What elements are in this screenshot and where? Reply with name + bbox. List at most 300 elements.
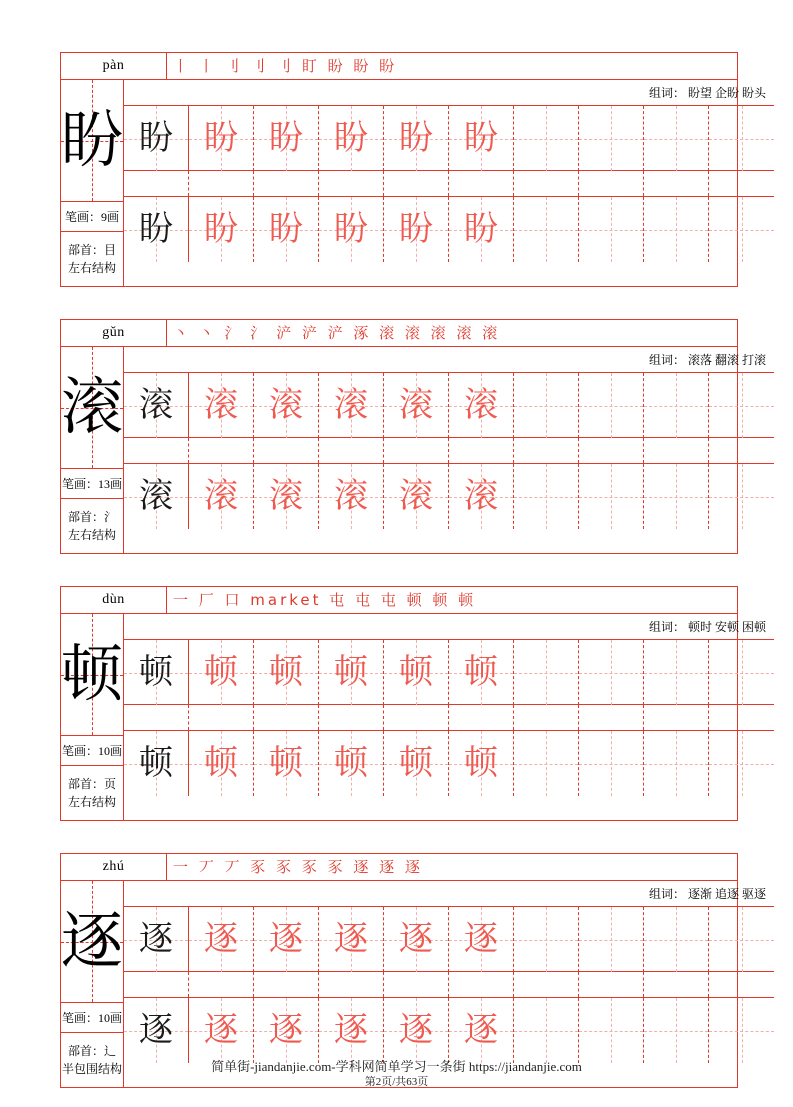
- practice-cell[interactable]: [644, 640, 709, 705]
- practice-cell[interactable]: [189, 731, 254, 796]
- character-block: [60, 586, 767, 821]
- practice-cell[interactable]: [254, 640, 319, 705]
- practice-cell[interactable]: [579, 998, 644, 1063]
- practice-cell[interactable]: [579, 640, 644, 705]
- tracing-character: 逐: [464, 920, 499, 958]
- cell-guide-horizontal: [579, 139, 643, 140]
- tracing-character: 滚: [334, 477, 369, 515]
- practice-cell[interactable]: [449, 907, 514, 972]
- pinyin-cell: dùn: [61, 587, 167, 613]
- cell-guide-horizontal: [579, 497, 643, 498]
- tracing-character: 逐: [204, 920, 239, 958]
- practice-cell[interactable]: [514, 373, 579, 438]
- cell-guide-horizontal: [644, 673, 708, 674]
- stroke-sequence-cell: [167, 587, 737, 613]
- cell-guide-horizontal: [579, 1031, 643, 1032]
- structure-label: 左右结构: [68, 795, 117, 809]
- tracing-character: 顿: [204, 744, 239, 782]
- block-body: [61, 347, 767, 553]
- practice-cell[interactable]: [449, 464, 514, 529]
- cell-guide-vertical: [611, 197, 612, 262]
- blank-band-cell: [189, 171, 254, 196]
- practice-cell[interactable]: [319, 640, 384, 705]
- model-character: 逐: [139, 920, 174, 958]
- practice-cell[interactable]: [514, 998, 579, 1063]
- cell-guide-horizontal: [514, 764, 578, 765]
- practice-cell[interactable]: [124, 197, 189, 262]
- tracing-character: 顿: [464, 744, 499, 782]
- stroke-sequence-text: 丶 丶 氵 氵 浐 浐 浐 涿 滚 滚 滚 滚 滚: [173, 323, 501, 342]
- character-info-column: [61, 614, 124, 820]
- practice-cell[interactable]: [189, 197, 254, 262]
- practice-grid-column: [124, 347, 774, 553]
- practice-cell[interactable]: [254, 197, 319, 262]
- blank-band-cell: [579, 705, 644, 730]
- practice-cell[interactable]: [709, 373, 774, 438]
- cell-guide-vertical: [611, 731, 612, 796]
- practice-cell[interactable]: [709, 106, 774, 171]
- tracing-character: 滚: [204, 386, 239, 424]
- cell-guide-vertical: [611, 373, 612, 438]
- large-character: 盼: [61, 106, 124, 175]
- large-character-cell: [61, 881, 123, 1003]
- blank-band-cell: [514, 705, 579, 730]
- practice-row: [124, 731, 774, 796]
- cell-guide-vertical: [546, 640, 547, 705]
- blank-band-cell: [319, 705, 384, 730]
- tracing-character: 盼: [204, 119, 239, 157]
- practice-cell[interactable]: [384, 731, 449, 796]
- blank-band-cell: [709, 171, 774, 196]
- block-body: [61, 614, 767, 820]
- blank-band-cell: [319, 972, 384, 997]
- tracing-character: 顿: [399, 744, 434, 782]
- tracing-character: 盼: [269, 210, 304, 248]
- tracing-character: 滚: [399, 477, 434, 515]
- cell-guide-horizontal: [709, 497, 774, 498]
- blank-band-cell: [254, 171, 319, 196]
- cell-guide-vertical: [611, 998, 612, 1063]
- practice-cell[interactable]: [319, 106, 384, 171]
- tracing-character: 逐: [399, 920, 434, 958]
- practice-cell[interactable]: [124, 373, 189, 438]
- cell-guide-horizontal: [579, 230, 643, 231]
- practice-cell[interactable]: [514, 197, 579, 262]
- cell-guide-vertical: [676, 464, 677, 529]
- words-row: [124, 614, 774, 640]
- model-character: 盼: [139, 210, 174, 248]
- cell-guide-horizontal: [514, 406, 578, 407]
- stroke-count-label: 笔画：10画: [61, 1003, 123, 1033]
- stroke-count-label: 笔画：13画: [61, 469, 123, 499]
- practice-cell[interactable]: [709, 731, 774, 796]
- blank-band-cell: [384, 438, 449, 463]
- practice-cell[interactable]: [709, 640, 774, 705]
- cell-guide-horizontal: [514, 139, 578, 140]
- blank-band-cell: [709, 705, 774, 730]
- cell-guide-horizontal: [514, 230, 578, 231]
- cell-guide-vertical: [676, 373, 677, 438]
- practice-cell[interactable]: [514, 907, 579, 972]
- blank-band-cell: [124, 438, 189, 463]
- cell-guide-vertical: [742, 907, 743, 972]
- practice-cell[interactable]: [644, 106, 709, 171]
- stroke-count-label: 笔画：9画: [61, 202, 123, 232]
- words-label: 组词： 滚落 翻滚 打滚: [649, 353, 767, 367]
- cell-guide-vertical: [742, 106, 743, 171]
- practice-cell[interactable]: [189, 907, 254, 972]
- blank-band-cell: [514, 171, 579, 196]
- words-row: [124, 347, 774, 373]
- character-block: [60, 853, 767, 1088]
- practice-cell[interactable]: [124, 640, 189, 705]
- large-character-cell: [61, 347, 123, 469]
- cell-guide-vertical: [611, 106, 612, 171]
- cell-guide-vertical: [611, 464, 612, 529]
- practice-cell[interactable]: [254, 373, 319, 438]
- practice-cell[interactable]: [514, 731, 579, 796]
- cell-guide-vertical: [546, 907, 547, 972]
- tracing-character: 顿: [464, 653, 499, 691]
- practice-cell[interactable]: [189, 373, 254, 438]
- practice-cell[interactable]: [644, 907, 709, 972]
- tracing-character: 顿: [399, 653, 434, 691]
- practice-cell[interactable]: [644, 998, 709, 1063]
- blank-band-row: [124, 705, 774, 731]
- practice-cell[interactable]: [709, 907, 774, 972]
- blank-band-cell: [189, 705, 254, 730]
- blank-band-cell: [514, 438, 579, 463]
- cell-guide-horizontal: [709, 1031, 774, 1032]
- tracing-character: 盼: [334, 210, 369, 248]
- practice-cell[interactable]: [449, 731, 514, 796]
- pinyin-cell: zhú: [61, 854, 167, 880]
- blank-band-cell: [709, 438, 774, 463]
- blank-band-cell: [579, 972, 644, 997]
- cell-guide-vertical: [742, 731, 743, 796]
- practice-row: [124, 373, 774, 438]
- practice-cell[interactable]: [384, 998, 449, 1063]
- cell-guide-horizontal: [709, 673, 774, 674]
- tracing-character: 盼: [204, 210, 239, 248]
- practice-cell[interactable]: [644, 464, 709, 529]
- character-info-column: [61, 347, 124, 553]
- cell-guide-horizontal: [514, 497, 578, 498]
- practice-cell[interactable]: [124, 464, 189, 529]
- tracing-character: 顿: [334, 744, 369, 782]
- cell-guide-horizontal: [644, 1031, 708, 1032]
- practice-row: [124, 106, 774, 171]
- tracing-character: 滚: [464, 477, 499, 515]
- tracing-character: 顿: [269, 744, 304, 782]
- practice-cell[interactable]: [319, 197, 384, 262]
- practice-cell[interactable]: [579, 197, 644, 262]
- practice-cell[interactable]: [579, 106, 644, 171]
- practice-cell[interactable]: [384, 464, 449, 529]
- character-block: [60, 52, 767, 287]
- cell-guide-vertical: [676, 731, 677, 796]
- radical-label: 部首：目: [68, 243, 117, 257]
- page-footer: [0, 1056, 793, 1089]
- blank-band-cell: [579, 171, 644, 196]
- cell-guide-vertical: [742, 197, 743, 262]
- radical-label: 部首：辶: [68, 1044, 117, 1058]
- character-info-column: [61, 80, 124, 286]
- stroke-count-label: 笔画：10画: [61, 736, 123, 766]
- tracing-character: 盼: [269, 119, 304, 157]
- blank-band-cell: [254, 438, 319, 463]
- cell-guide-vertical: [742, 640, 743, 705]
- blank-band-row: [124, 171, 774, 197]
- practice-row: [124, 197, 774, 262]
- practice-cell[interactable]: [449, 106, 514, 171]
- blank-band-cell: [124, 705, 189, 730]
- cell-guide-horizontal: [709, 230, 774, 231]
- practice-cell[interactable]: [449, 998, 514, 1063]
- cell-guide-horizontal: [644, 139, 708, 140]
- model-character: 顿: [139, 653, 174, 691]
- stroke-order-row: [61, 53, 737, 80]
- cell-guide-horizontal: [644, 497, 708, 498]
- practice-cell[interactable]: [384, 106, 449, 171]
- practice-row: [124, 907, 774, 972]
- blank-band-cell: [709, 972, 774, 997]
- cell-guide-horizontal: [709, 940, 774, 941]
- large-character: 滚: [61, 373, 124, 442]
- tracing-character: 滚: [204, 477, 239, 515]
- practice-cell[interactable]: [319, 464, 384, 529]
- practice-cell[interactable]: [709, 464, 774, 529]
- cell-guide-horizontal: [644, 764, 708, 765]
- cell-guide-horizontal: [709, 406, 774, 407]
- cell-guide-horizontal: [709, 139, 774, 140]
- tracing-character: 逐: [269, 920, 304, 958]
- radical-label: 部首：氵: [68, 510, 117, 524]
- tracing-character: 逐: [334, 920, 369, 958]
- blank-band-cell: [579, 438, 644, 463]
- cell-guide-horizontal: [579, 940, 643, 941]
- words-label: 组词： 逐渐 追逐 驱逐: [649, 887, 767, 901]
- blank-band-cell: [644, 705, 709, 730]
- practice-grid-column: [124, 614, 774, 820]
- practice-cell[interactable]: [124, 106, 189, 171]
- blank-band-cell: [644, 438, 709, 463]
- practice-row: [124, 464, 774, 529]
- practice-cell[interactable]: [319, 731, 384, 796]
- cell-guide-vertical: [611, 907, 612, 972]
- practice-cell[interactable]: [254, 106, 319, 171]
- model-character: 逐: [139, 1011, 174, 1049]
- blank-band-row: [124, 438, 774, 464]
- practice-cell[interactable]: [384, 907, 449, 972]
- cell-guide-vertical: [676, 907, 677, 972]
- model-character: 滚: [139, 477, 174, 515]
- pinyin-cell: gǔn: [61, 320, 167, 346]
- cell-guide-vertical: [676, 640, 677, 705]
- tracing-character: 顿: [204, 653, 239, 691]
- blank-band-cell: [124, 171, 189, 196]
- cell-guide-horizontal: [709, 764, 774, 765]
- practice-cell[interactable]: [644, 373, 709, 438]
- tracing-character: 逐: [269, 1011, 304, 1049]
- cell-guide-horizontal: [644, 940, 708, 941]
- practice-cell[interactable]: [124, 998, 189, 1063]
- blank-band-cell: [449, 705, 514, 730]
- practice-cell[interactable]: [189, 998, 254, 1063]
- cell-guide-vertical: [676, 197, 677, 262]
- cell-guide-vertical: [546, 998, 547, 1063]
- stroke-order-row: [61, 320, 737, 347]
- large-character: 顿: [61, 640, 124, 709]
- large-character-cell: [61, 614, 123, 736]
- cell-guide-vertical: [546, 373, 547, 438]
- stroke-sequence-text: 一 丆 丆 豕 豕 豕 豕 逐 逐 逐: [173, 857, 423, 876]
- cell-guide-vertical: [742, 464, 743, 529]
- blank-band-cell: [384, 972, 449, 997]
- tracing-character: 顿: [334, 653, 369, 691]
- cell-guide-vertical: [546, 464, 547, 529]
- page-number: 第2页/共63页: [364, 1076, 429, 1088]
- cell-guide-horizontal: [644, 230, 708, 231]
- blank-band-cell: [319, 171, 384, 196]
- blank-band-cell: [644, 972, 709, 997]
- blank-band-cell: [189, 972, 254, 997]
- practice-cell[interactable]: [254, 907, 319, 972]
- cell-guide-vertical: [676, 106, 677, 171]
- tracing-character: 盼: [464, 119, 499, 157]
- practice-cell[interactable]: [579, 907, 644, 972]
- practice-cell[interactable]: [579, 731, 644, 796]
- cell-guide-vertical: [742, 373, 743, 438]
- cell-guide-vertical: [742, 998, 743, 1063]
- structure-label: 左右结构: [68, 528, 117, 542]
- practice-cell[interactable]: [254, 731, 319, 796]
- tracing-character: 盼: [399, 210, 434, 248]
- cell-guide-horizontal: [644, 406, 708, 407]
- practice-cell[interactable]: [384, 197, 449, 262]
- practice-cell[interactable]: [514, 640, 579, 705]
- cell-guide-vertical: [676, 998, 677, 1063]
- large-character-cell: [61, 80, 123, 202]
- practice-cell[interactable]: [319, 998, 384, 1063]
- tracing-character: 滚: [464, 386, 499, 424]
- practice-cell[interactable]: [319, 373, 384, 438]
- practice-cell[interactable]: [319, 907, 384, 972]
- tracing-character: 盼: [334, 119, 369, 157]
- practice-row: [124, 640, 774, 705]
- cell-guide-horizontal: [514, 940, 578, 941]
- blank-band-cell: [384, 705, 449, 730]
- large-character: 逐: [61, 907, 124, 976]
- practice-cell[interactable]: [709, 197, 774, 262]
- practice-grid-column: [124, 80, 774, 286]
- model-character: 滚: [139, 386, 174, 424]
- radical-structure-cell: [61, 499, 123, 553]
- practice-cell[interactable]: [384, 373, 449, 438]
- stroke-sequence-cell: [167, 53, 737, 79]
- block-body: [61, 80, 767, 286]
- pinyin-cell: pàn: [61, 53, 167, 79]
- blank-band-row: [124, 972, 774, 998]
- blank-band-cell: [644, 171, 709, 196]
- tracing-character: 盼: [464, 210, 499, 248]
- cell-guide-vertical: [546, 106, 547, 171]
- model-character: 盼: [139, 119, 174, 157]
- practice-cell[interactable]: [254, 464, 319, 529]
- blank-band-cell: [254, 705, 319, 730]
- blank-band-cell: [124, 972, 189, 997]
- words-row: [124, 881, 774, 907]
- practice-cell[interactable]: [514, 464, 579, 529]
- blank-band-cell: [449, 972, 514, 997]
- structure-label: 半包围结构: [62, 1062, 123, 1076]
- practice-cell[interactable]: [644, 197, 709, 262]
- radical-structure-cell: [61, 232, 123, 286]
- blank-band-cell: [189, 438, 254, 463]
- practice-cell[interactable]: [579, 373, 644, 438]
- words-label: 组词： 顿时 安顿 困顿: [649, 620, 767, 634]
- radical-label: 部首：页: [68, 777, 117, 791]
- blank-band-cell: [254, 972, 319, 997]
- cell-guide-horizontal: [579, 673, 643, 674]
- character-block: [60, 319, 767, 554]
- blank-band-cell: [514, 972, 579, 997]
- character-blocks-container: [60, 52, 767, 1088]
- practice-cell[interactable]: [644, 731, 709, 796]
- tracing-character: 滚: [269, 477, 304, 515]
- cell-guide-horizontal: [579, 406, 643, 407]
- stroke-sequence-text: 丨 丨 刂 刂 刂 盯 盼 盼 盼: [173, 56, 398, 75]
- practice-cell[interactable]: [189, 640, 254, 705]
- structure-label: 左右结构: [68, 261, 117, 275]
- tracing-character: 顿: [269, 653, 304, 691]
- cell-guide-vertical: [611, 640, 612, 705]
- practice-cell[interactable]: [189, 464, 254, 529]
- blank-band-cell: [449, 171, 514, 196]
- cell-guide-vertical: [546, 731, 547, 796]
- stroke-order-row: [61, 587, 737, 614]
- practice-cell[interactable]: [124, 731, 189, 796]
- practice-cell[interactable]: [124, 907, 189, 972]
- cell-guide-vertical: [546, 197, 547, 262]
- tracing-character: 滚: [269, 386, 304, 424]
- stroke-sequence-cell: [167, 320, 737, 346]
- stroke-order-row: [61, 854, 737, 881]
- practice-cell[interactable]: [579, 464, 644, 529]
- words-row: [124, 80, 774, 106]
- blank-band-cell: [319, 438, 384, 463]
- tracing-character: 盼: [399, 119, 434, 157]
- practice-cell[interactable]: [449, 373, 514, 438]
- practice-cell[interactable]: [514, 106, 579, 171]
- practice-row: [124, 998, 774, 1063]
- tracing-character: 逐: [204, 1011, 239, 1049]
- tracing-character: 逐: [334, 1011, 369, 1049]
- cell-guide-horizontal: [514, 1031, 578, 1032]
- practice-cell[interactable]: [254, 998, 319, 1063]
- footer-site-text: 简单街-jiandanjie.com-学科网简单学习一条街 https://jiandanjie.com: [211, 1059, 582, 1074]
- practice-cell[interactable]: [449, 640, 514, 705]
- practice-cell[interactable]: [384, 640, 449, 705]
- stroke-sequence-cell: [167, 854, 737, 880]
- words-label: 组词： 盼望 企盼 盼头: [649, 86, 767, 100]
- practice-cell[interactable]: [449, 197, 514, 262]
- stroke-sequence-text: 一 厂 口 market 屯 屯 屯 顿 顿 顿: [173, 590, 477, 609]
- practice-cell[interactable]: [709, 998, 774, 1063]
- cell-guide-horizontal: [514, 673, 578, 674]
- practice-cell[interactable]: [189, 106, 254, 171]
- tracing-character: 滚: [399, 386, 434, 424]
